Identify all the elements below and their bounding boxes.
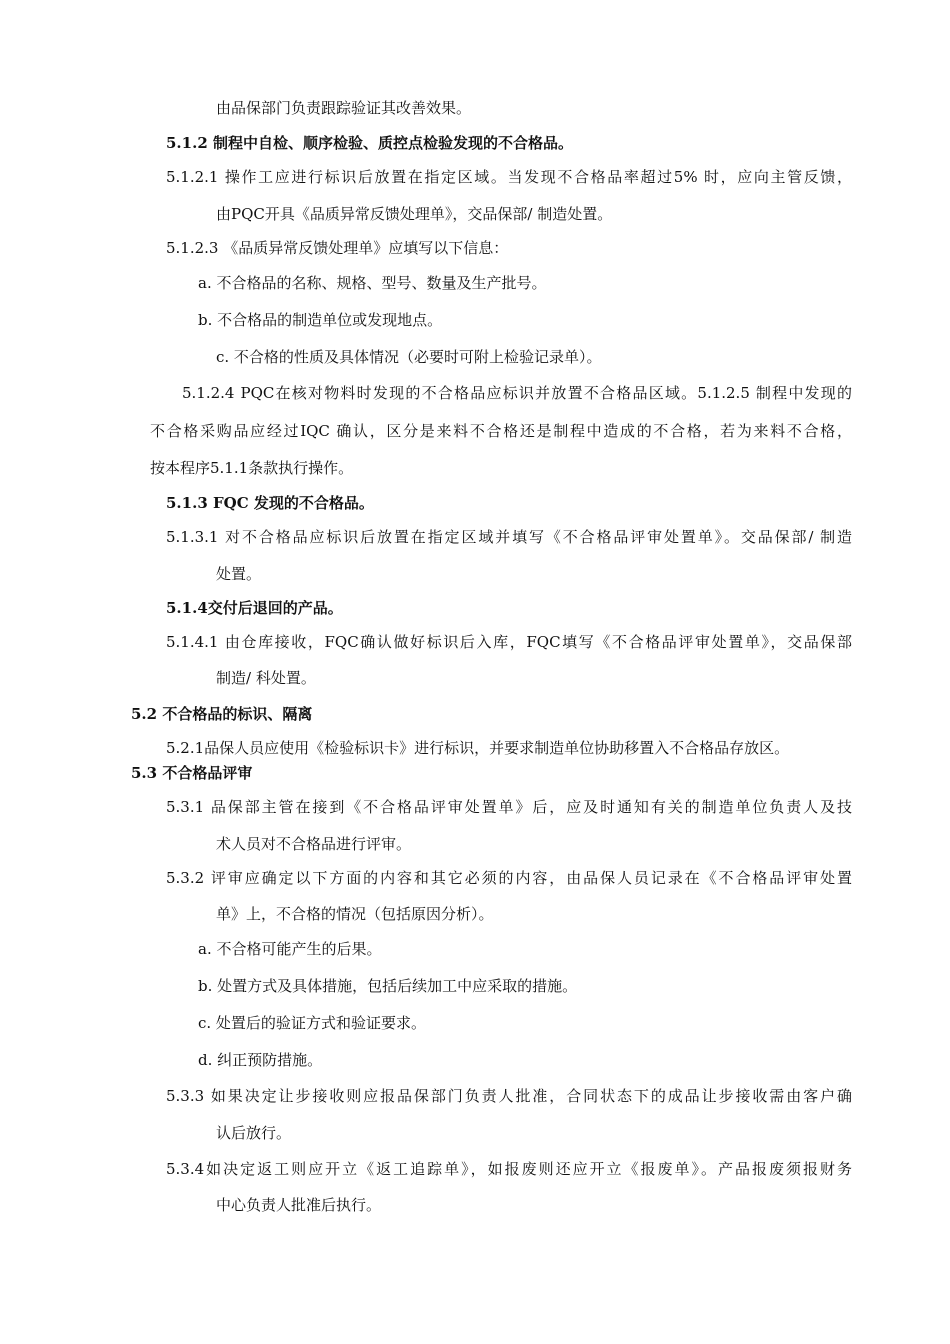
section-heading: 5.1.3 FQC 发现的不合格品。 bbox=[166, 494, 374, 512]
list-item: b. 不合格品的制造单位或发现地点。 bbox=[198, 311, 443, 329]
list-item: a. 不合格品的名称、规格、型号、数量及生产批号。 bbox=[198, 274, 547, 292]
paragraph-line: 5.3.4如决定返工则应开立《返工追踪单》，如报废则还应开立《报废单》。产品报废须报财务 bbox=[166, 1160, 852, 1178]
list-item: c. 不合格的性质及具体情况（必要时可附上检验记录单）。 bbox=[216, 348, 602, 366]
paragraph-line: 处置。 bbox=[216, 565, 262, 583]
paragraph-line: 5.1.2.1 操作工应进行标识后放置在指定区域。当发现不合格品率超过5% 时，应向主管反馈， bbox=[166, 168, 852, 186]
paragraph-line: 认后放行。 bbox=[216, 1124, 292, 1142]
paragraph-line: 单》上，不合格的情况（包括原因分析）。 bbox=[216, 905, 494, 923]
paragraph-line: 5.1.3.1 对不合格品应标识后放置在指定区域并填写《不合格品评审处置单》。交品保部/ 制造 bbox=[166, 528, 852, 546]
section-heading: 5.1.4交付后退回的产品。 bbox=[166, 599, 343, 617]
section-heading: 5.1.2 制程中自检、顺序检验、质控点检验发现的不合格品。 bbox=[166, 134, 573, 152]
paragraph-line: 5.2.1品保人员应使用《检验标识卡》进行标识，并要求制造单位协助移置入不合格品存放区。 bbox=[166, 739, 790, 757]
section-heading: 5.3 不合格品评审 bbox=[131, 764, 253, 782]
paragraph-line: 5.1.2.4 PQC在核对物料时发现的不合格品应标识并放置不合格品区域。5.1.2.5 制程中发现的 bbox=[182, 384, 852, 402]
paragraph-line: 按本程序5.1.1条款执行操作。 bbox=[150, 459, 354, 477]
paragraph-line: 术人员对不合格品进行评审。 bbox=[216, 835, 412, 853]
list-item: c. 处置后的验证方式和验证要求。 bbox=[198, 1014, 426, 1032]
paragraph-line: 制造/ 科处置。 bbox=[216, 669, 316, 687]
list-item: a. 不合格可能产生的后果。 bbox=[198, 940, 382, 958]
paragraph-line: 5.3.2 评审应确定以下方面的内容和其它必须的内容，由品保人员记录在《不合格品评审处置 bbox=[166, 869, 852, 887]
paragraph-line: 由品保部门负责跟踪验证其改善效果。 bbox=[216, 99, 472, 117]
section-heading: 5.2 不合格品的标识、隔离 bbox=[131, 705, 313, 723]
paragraph-line: 5.1.2.3 《品质异常反馈处理单》应填写以下信息： bbox=[166, 239, 509, 257]
paragraph-line: 由PQC开具《品质异常反馈处理单》，交品保部/ 制造处置。 bbox=[216, 205, 613, 223]
list-item: d. 纠正预防措施。 bbox=[198, 1051, 323, 1069]
paragraph-line: 中心负责人批准后执行。 bbox=[216, 1196, 382, 1214]
paragraph-line: 5.1.4.1 由仓库接收，FQC确认做好标识后入库，FQC填写《不合格品评审处置单》，交品保部 bbox=[166, 633, 852, 651]
paragraph-line: 5.3.1 品保部主管在接到《不合格品评审处置单》后，应及时通知有关的制造单位负责人及技 bbox=[166, 798, 852, 816]
paragraph-line: 不合格采购品应经过IQC 确认，区分是来料不合格还是制程中造成的不合格，若为来料不合格， bbox=[150, 422, 852, 440]
list-item: b. 处置方式及具体措施，包括后续加工中应采取的措施。 bbox=[198, 977, 578, 995]
paragraph-line: 5.3.3 如果决定让步接收则应报品保部门负责人批准，合同状态下的成品让步接收需由客户确 bbox=[166, 1087, 852, 1105]
